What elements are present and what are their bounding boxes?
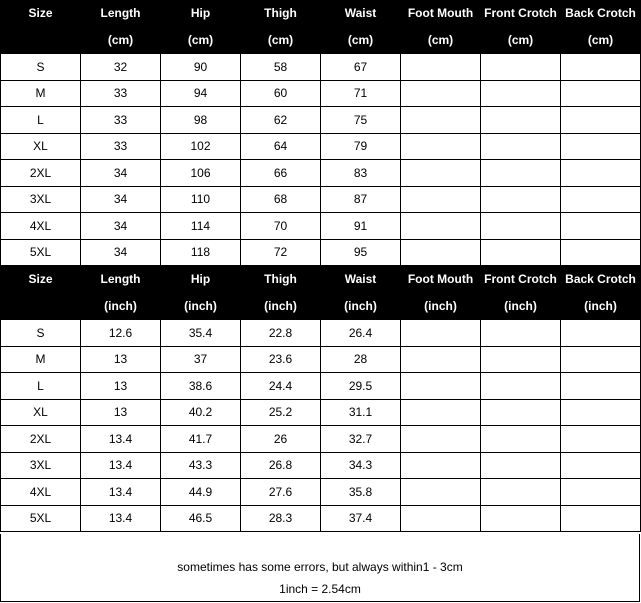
measurement-cell: 13.4	[81, 505, 161, 532]
measurement-cell: 27.6	[241, 479, 321, 506]
table-row	[1, 479, 641, 506]
header-row	[1, 1, 641, 27]
size-cell: XL	[1, 133, 81, 160]
measurement-cell	[401, 107, 481, 134]
measurement-cell: 68	[241, 186, 321, 213]
measurement-cell: 40.2	[161, 399, 241, 426]
note-error-text: sometimes has some errors, but always within1 - 3cm	[177, 560, 463, 574]
column-header: Back Crotch	[561, 267, 641, 293]
column-header: (inch)	[481, 293, 561, 320]
measurement-cell: 46.5	[161, 505, 241, 532]
measurement-cell	[481, 452, 561, 479]
measurement-cell: 22.8	[241, 320, 321, 347]
column-header: Length	[81, 267, 161, 293]
measurement-cell: 33	[81, 133, 161, 160]
measurement-cell: 35.4	[161, 320, 241, 347]
measurement-cell: 75	[321, 107, 401, 134]
measurement-cell	[401, 426, 481, 453]
column-header	[1, 27, 81, 54]
header-row	[1, 293, 641, 320]
measurement-cell	[481, 426, 561, 453]
size-cell: S	[1, 54, 81, 81]
size-cell: 3XL	[1, 186, 81, 213]
measurement-cell: 28.3	[241, 505, 321, 532]
measurement-cell: 67	[321, 54, 401, 81]
table-row	[1, 452, 641, 479]
measurement-cell	[561, 373, 641, 400]
measurement-cell	[481, 346, 561, 373]
measurement-note	[0, 534, 640, 602]
column-header: (cm)	[401, 27, 481, 54]
measurement-cell: 71	[321, 80, 401, 107]
measurement-cell	[561, 426, 641, 453]
measurement-cell: 62	[241, 107, 321, 134]
measurement-cell	[481, 505, 561, 532]
measurement-cell: 114	[161, 213, 241, 240]
measurement-cell	[401, 54, 481, 81]
measurement-cell	[561, 213, 641, 240]
measurement-cell: 13.4	[81, 452, 161, 479]
measurement-cell	[561, 452, 641, 479]
table-row	[1, 133, 641, 160]
measurement-cell	[481, 133, 561, 160]
measurement-cell	[401, 213, 481, 240]
size-cell: 2XL	[1, 426, 81, 453]
column-header: Foot Mouth	[401, 267, 481, 293]
column-header: (cm)	[481, 27, 561, 54]
measurement-cell	[561, 107, 641, 134]
measurement-cell: 64	[241, 133, 321, 160]
column-header: Foot Mouth	[401, 1, 481, 27]
column-header: Thigh	[241, 1, 321, 27]
measurement-cell: 33	[81, 80, 161, 107]
table-row	[1, 373, 641, 400]
size-cell: 5XL	[1, 239, 81, 266]
table-row	[1, 239, 641, 266]
header-row	[1, 27, 641, 54]
measurement-cell: 24.4	[241, 373, 321, 400]
measurement-cell: 28	[321, 346, 401, 373]
table-row	[1, 213, 641, 240]
measurement-cell: 87	[321, 186, 401, 213]
column-header: Front Crotch	[481, 1, 561, 27]
measurement-cell: 70	[241, 213, 321, 240]
measurement-cell	[481, 399, 561, 426]
column-header	[1, 293, 81, 320]
measurement-cell: 102	[161, 133, 241, 160]
column-header: Hip	[161, 1, 241, 27]
measurement-cell	[561, 133, 641, 160]
measurement-cell	[561, 399, 641, 426]
measurement-cell: 58	[241, 54, 321, 81]
size-cell: S	[1, 320, 81, 347]
measurement-cell: 12.6	[81, 320, 161, 347]
measurement-cell	[481, 54, 561, 81]
measurement-cell	[561, 505, 641, 532]
measurement-cell: 37	[161, 346, 241, 373]
measurement-cell: 118	[161, 239, 241, 266]
column-header: Waist	[321, 1, 401, 27]
measurement-cell: 32	[81, 54, 161, 81]
size-cell: 5XL	[1, 505, 81, 532]
column-header: (cm)	[81, 27, 161, 54]
measurement-cell	[561, 160, 641, 187]
measurement-cell	[401, 133, 481, 160]
column-header: (cm)	[161, 27, 241, 54]
column-header: Waist	[321, 267, 401, 293]
measurement-cell: 26.8	[241, 452, 321, 479]
measurement-cell	[481, 213, 561, 240]
measurement-cell	[401, 80, 481, 107]
measurement-cell	[561, 239, 641, 266]
column-header: Hip	[161, 267, 241, 293]
measurement-cell: 29.5	[321, 373, 401, 400]
measurement-cell	[481, 107, 561, 134]
measurement-cell	[481, 80, 561, 107]
measurement-cell	[481, 239, 561, 266]
measurement-cell: 34.3	[321, 452, 401, 479]
measurement-cell	[401, 452, 481, 479]
measurement-cell: 31.1	[321, 399, 401, 426]
column-header: (cm)	[561, 27, 641, 54]
measurement-cell: 83	[321, 160, 401, 187]
size-cell: 4XL	[1, 213, 81, 240]
column-header: Front Crotch	[481, 267, 561, 293]
measurement-cell	[561, 479, 641, 506]
measurement-cell: 26	[241, 426, 321, 453]
column-header: Thigh	[241, 267, 321, 293]
measurement-cell	[401, 373, 481, 400]
measurement-cell: 106	[161, 160, 241, 187]
size-cell: XL	[1, 399, 81, 426]
size-cell: M	[1, 346, 81, 373]
measurement-cell: 37.4	[321, 505, 401, 532]
column-header: (inch)	[161, 293, 241, 320]
measurement-cell: 26.4	[321, 320, 401, 347]
size-table-inch	[0, 266, 641, 532]
measurement-cell: 66	[241, 160, 321, 187]
measurement-cell: 79	[321, 133, 401, 160]
size-cell: 2XL	[1, 160, 81, 187]
measurement-cell: 13.4	[81, 479, 161, 506]
table-row	[1, 426, 641, 453]
column-header: (cm)	[241, 27, 321, 54]
size-cell: 3XL	[1, 452, 81, 479]
measurement-cell: 94	[161, 80, 241, 107]
column-header: Size	[1, 267, 81, 293]
measurement-cell: 32.7	[321, 426, 401, 453]
size-cell: L	[1, 373, 81, 400]
column-header: (inch)	[561, 293, 641, 320]
measurement-cell: 38.6	[161, 373, 241, 400]
measurement-cell	[561, 186, 641, 213]
table-row	[1, 505, 641, 532]
measurement-cell: 43.3	[161, 452, 241, 479]
size-cell: L	[1, 107, 81, 134]
column-header: Size	[1, 1, 81, 27]
measurement-cell: 41.7	[161, 426, 241, 453]
measurement-cell: 13.4	[81, 426, 161, 453]
measurement-cell: 95	[321, 239, 401, 266]
measurement-cell: 44.9	[161, 479, 241, 506]
measurement-cell	[481, 186, 561, 213]
measurement-cell	[561, 54, 641, 81]
measurement-cell: 110	[161, 186, 241, 213]
measurement-cell	[401, 399, 481, 426]
column-header: Length	[81, 1, 161, 27]
measurement-cell: 34	[81, 213, 161, 240]
measurement-cell: 13	[81, 399, 161, 426]
column-header: (inch)	[81, 293, 161, 320]
header-row	[1, 267, 641, 293]
measurement-cell: 34	[81, 239, 161, 266]
table-row	[1, 186, 641, 213]
size-cell: M	[1, 80, 81, 107]
size-table-cm	[0, 0, 641, 266]
measurement-cell	[561, 346, 641, 373]
column-header: (cm)	[321, 27, 401, 54]
measurement-cell	[401, 320, 481, 347]
column-header: (inch)	[401, 293, 481, 320]
measurement-cell	[401, 479, 481, 506]
measurement-cell: 33	[81, 107, 161, 134]
measurement-cell: 13	[81, 373, 161, 400]
measurement-cell	[481, 479, 561, 506]
measurement-cell: 34	[81, 186, 161, 213]
note-conversion-text: 1inch = 2.54cm	[279, 582, 361, 596]
table-row	[1, 54, 641, 81]
measurement-cell: 13	[81, 346, 161, 373]
measurement-cell	[401, 346, 481, 373]
measurement-cell	[561, 320, 641, 347]
measurement-cell	[401, 239, 481, 266]
measurement-cell: 60	[241, 80, 321, 107]
column-header: (inch)	[321, 293, 401, 320]
measurement-cell	[401, 505, 481, 532]
measurement-cell: 23.6	[241, 346, 321, 373]
table-row	[1, 320, 641, 347]
measurement-cell	[481, 320, 561, 347]
measurement-cell: 91	[321, 213, 401, 240]
measurement-cell: 72	[241, 239, 321, 266]
column-header: Back Crotch	[561, 1, 641, 27]
table-row	[1, 346, 641, 373]
measurement-cell	[481, 373, 561, 400]
measurement-cell	[561, 80, 641, 107]
column-header: (inch)	[241, 293, 321, 320]
measurement-cell: 98	[161, 107, 241, 134]
table-row	[1, 160, 641, 187]
measurement-cell: 90	[161, 54, 241, 81]
measurement-cell: 25.2	[241, 399, 321, 426]
measurement-cell	[401, 186, 481, 213]
table-row	[1, 399, 641, 426]
measurement-cell	[401, 160, 481, 187]
measurement-cell: 34	[81, 160, 161, 187]
measurement-cell: 35.8	[321, 479, 401, 506]
measurement-cell	[481, 160, 561, 187]
size-cell: 4XL	[1, 479, 81, 506]
table-row	[1, 107, 641, 134]
table-row	[1, 80, 641, 107]
